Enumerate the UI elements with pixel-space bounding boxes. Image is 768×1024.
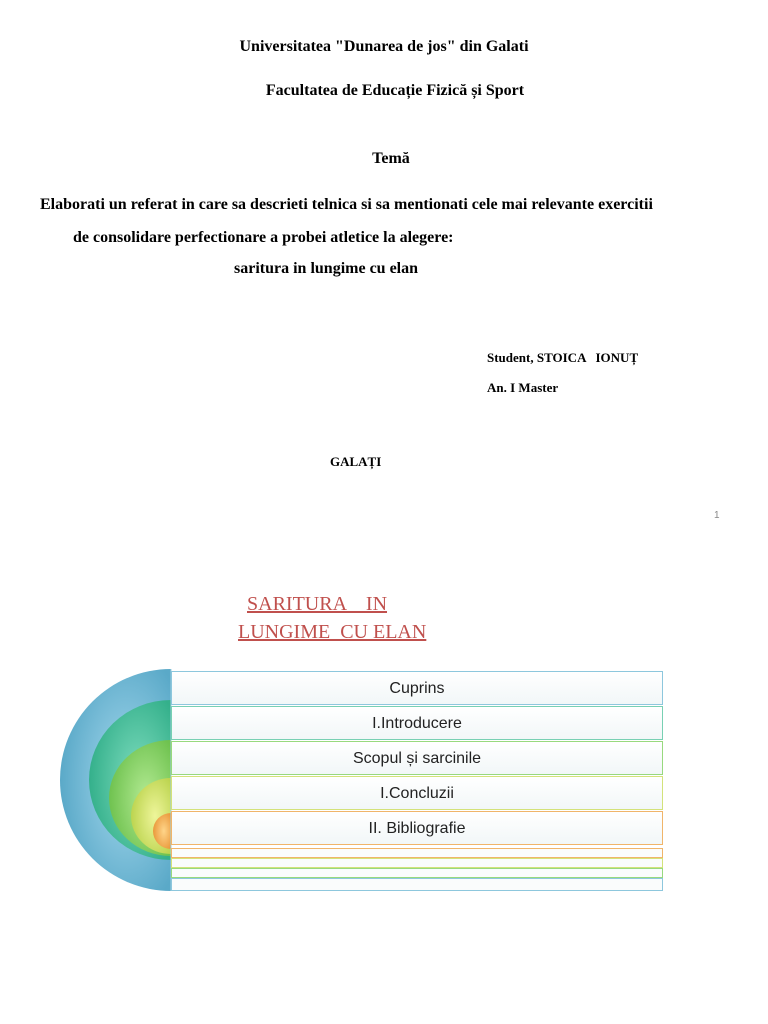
- university-name: Universitatea "Dunarea de jos" din Galati: [239, 38, 529, 55]
- student-year: An. I Master: [487, 380, 559, 395]
- assignment-line-1: Elaborati un referat in care sa descrieti telnica si sa mentionati cele mai relevante exercitii: [40, 196, 653, 213]
- toc-item-introducere: I.Introducere: [372, 715, 462, 732]
- toc-empty-row: [171, 878, 663, 891]
- tema-label: Temă: [372, 150, 410, 167]
- table-of-contents-diagram: [60, 668, 666, 894]
- toc-row-cuprins: [171, 671, 663, 705]
- toc-row-bibliografie: [171, 811, 663, 845]
- page2-title-line-2: LUNGIME CU ELAN: [238, 621, 427, 643]
- toc-empty-row: [171, 848, 663, 858]
- toc-row-concluzii: [171, 776, 663, 810]
- toc-row-introducere: [171, 706, 663, 740]
- student-name: Student, STOICA IONUȚ: [487, 350, 639, 365]
- toc-row-scopul: [171, 741, 663, 775]
- city-name: GALAȚI: [330, 454, 382, 469]
- page2-title-line-1: SARITURA IN: [247, 593, 388, 615]
- toc-item-scopul: Scopul și sarcinile: [352, 750, 482, 767]
- toc-empty-row: [171, 868, 663, 878]
- toc-empty-row: [171, 858, 663, 868]
- page-number: 1: [714, 510, 720, 521]
- toc-item-bibliografie: II. Bibliografie: [368, 820, 466, 837]
- assignment-line-2: de consolidare perfectionare a probei atletice la alegere:: [73, 229, 454, 246]
- assignment-line-3: saritura in lungime cu elan: [234, 260, 419, 277]
- toc-item-concluzii: I.Concluzii: [380, 785, 454, 802]
- faculty-name: Facultatea de Educație Fizică și Sport: [265, 82, 525, 99]
- toc-heading: Cuprins: [389, 680, 445, 697]
